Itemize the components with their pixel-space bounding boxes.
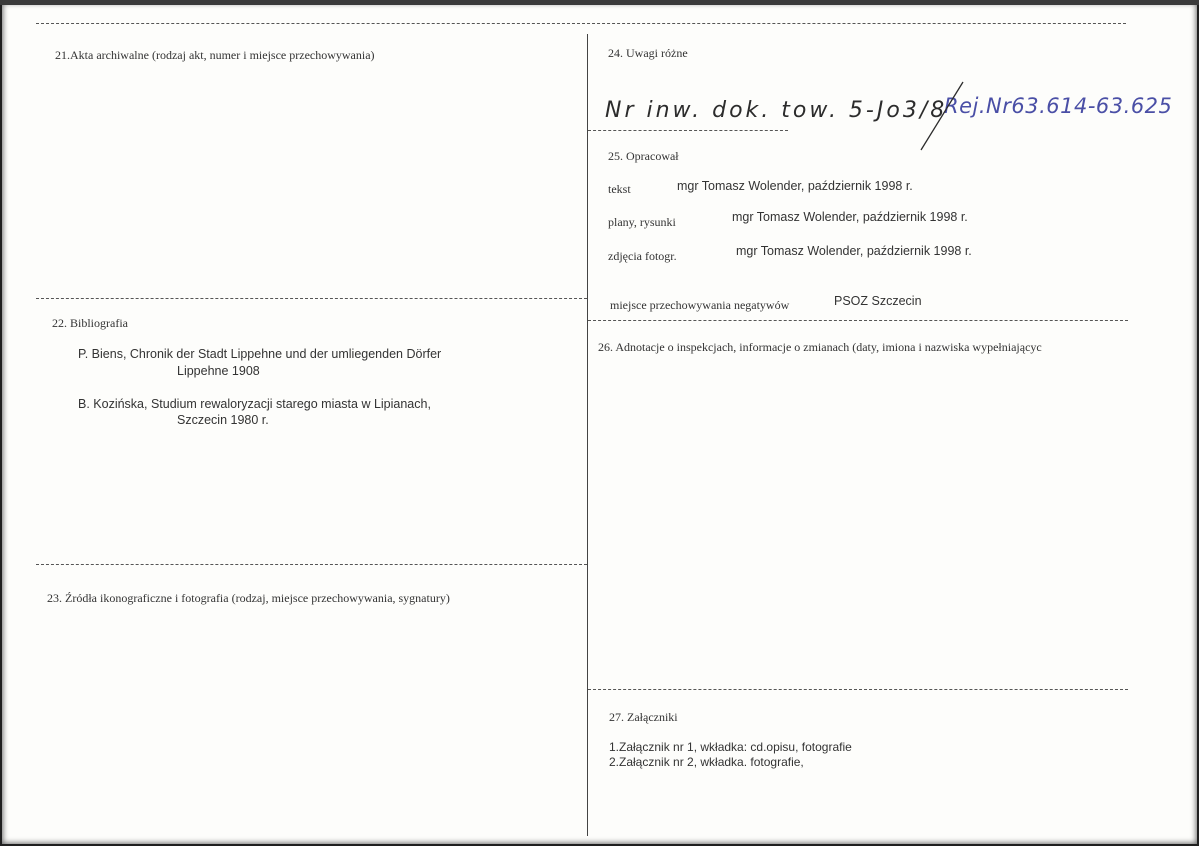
section-27-heading: 27. Załączniki bbox=[609, 710, 678, 724]
author-row-plans-label: plany, rysunki bbox=[608, 215, 676, 229]
author-row-photos-value: mgr Tomasz Wolender, październik 1998 r. bbox=[736, 244, 972, 258]
section-24-heading: 24. Uwagi różne bbox=[608, 46, 688, 60]
divider-25-26 bbox=[588, 320, 1128, 321]
section-22-heading: 22. Bibliografia bbox=[52, 316, 128, 330]
author-row-text-label: tekst bbox=[608, 182, 631, 196]
divider-top bbox=[36, 23, 1126, 24]
pen-slash-mark bbox=[915, 76, 975, 156]
author-row-plans-value: mgr Tomasz Wolender, październik 1998 r. bbox=[732, 210, 968, 224]
attachment-item-1: 1.Załącznik nr 1, wkładka: cd.opisu, fotografie bbox=[609, 740, 852, 754]
section-21-heading: 21.Akta archiwalne (rodzaj akt, numer i miejsce przechowywania) bbox=[55, 48, 375, 62]
divider-24-25 bbox=[588, 130, 788, 131]
divider-center bbox=[587, 34, 588, 836]
bibliography-item-2-line1: B. Kozińska, Studium rewaloryzacji starego miasta w Lipianach, bbox=[78, 397, 431, 411]
bibliography-item-1-line1: P. Biens, Chronik der Stadt Lippehne und der umliegenden Dörfer bbox=[78, 347, 442, 361]
scan-edge bbox=[0, 0, 1199, 5]
bibliography-item-2-line2: Szczecin 1980 r. bbox=[177, 413, 269, 427]
divider-22-23 bbox=[36, 564, 587, 565]
negatives-location-value: PSOZ Szczecin bbox=[834, 294, 922, 308]
section-25-heading: 25. Opracował bbox=[608, 149, 679, 163]
divider-26-27 bbox=[588, 689, 1128, 690]
section-26-heading: 26. Adnotacje o inspekcjach, informacje o zmianach (daty, imiona i nazwiska wypełniającyc bbox=[598, 340, 1042, 354]
author-row-text-value: mgr Tomasz Wolender, październik 1998 r. bbox=[677, 179, 913, 193]
divider-21-22 bbox=[36, 298, 587, 299]
author-row-photos-label: zdjęcia fotogr. bbox=[608, 249, 677, 263]
negatives-location-label: miejsce przechowywania negatywów bbox=[610, 298, 790, 312]
section-23-heading: 23. Źródła ikonograficzne i fotografia (rodzaj, miejsce przechowywania, sygnatury) bbox=[47, 591, 450, 605]
bibliography-item-1-line2: Lippehne 1908 bbox=[177, 364, 260, 378]
attachment-item-2: 2.Załącznik nr 2, wkładka. fotografie, bbox=[609, 755, 804, 769]
handwritten-inventory-note: Nr inw. dok. tow. 5-Jo3/8 bbox=[605, 98, 948, 123]
handwritten-register-number: Rej.Nr63.614-63.625 bbox=[944, 94, 1173, 118]
